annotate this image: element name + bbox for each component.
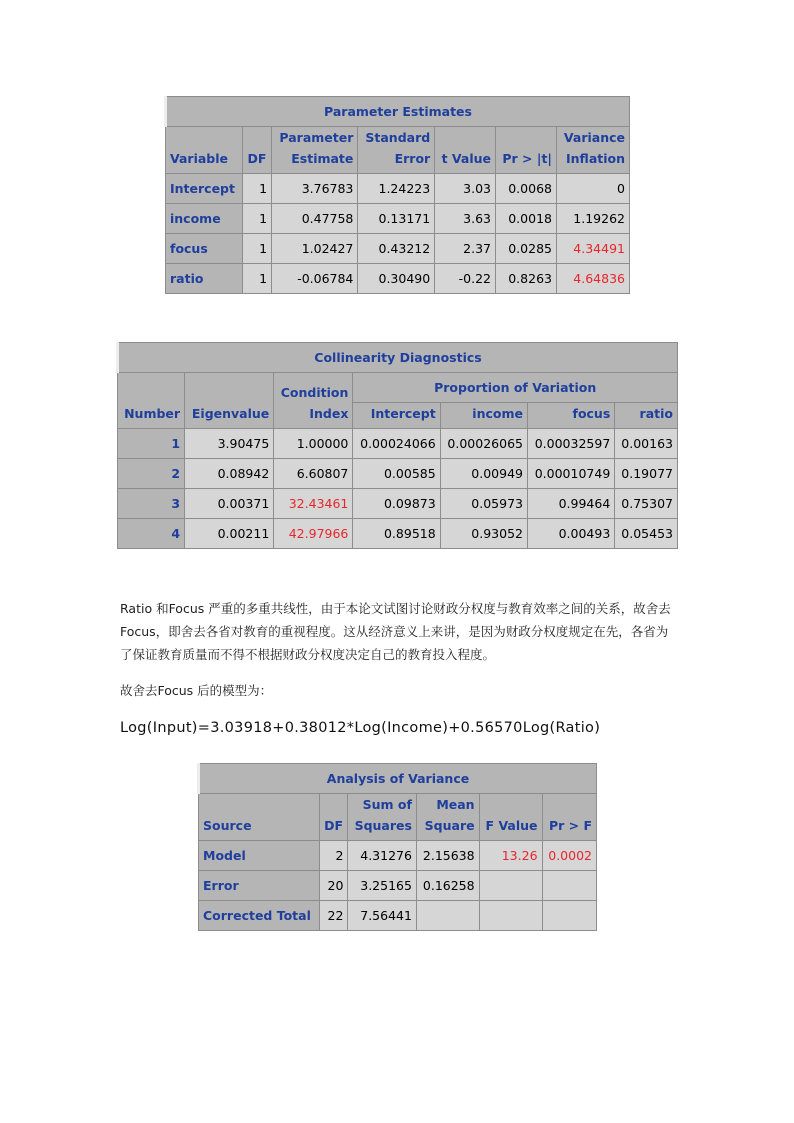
stderr-value: 0.43212 xyxy=(358,234,435,264)
pr-f-value-highlighted: 0.0002 xyxy=(542,841,596,871)
header-mean-square: Mean Square xyxy=(416,794,479,841)
eigenvalue-value: 0.08942 xyxy=(185,459,274,489)
row-number: 4 xyxy=(118,519,185,549)
pr-value: 0.0018 xyxy=(496,204,557,234)
header-pr-f: Pr > F xyxy=(542,794,596,841)
df-value: 1 xyxy=(242,234,271,264)
f-value xyxy=(479,901,542,931)
row-number: 2 xyxy=(118,459,185,489)
intercept-value: 0.89518 xyxy=(353,519,440,549)
paragraph-model-intro: 故舍去Focus 后的模型为： xyxy=(120,683,273,698)
income-value: 0.05973 xyxy=(440,489,527,519)
tvalue-value: 2.37 xyxy=(435,234,496,264)
table-row xyxy=(199,841,597,871)
vif-value: 1.19262 xyxy=(556,204,629,234)
df-value: 22 xyxy=(319,901,348,931)
estimate-value: 3.76783 xyxy=(272,174,358,204)
focus-value: 0.00032597 xyxy=(527,429,614,459)
vif-value-highlighted: 4.34491 xyxy=(556,234,629,264)
header-f-value: F Value xyxy=(479,794,542,841)
header-number: Number xyxy=(118,373,185,429)
ratio-value: 0.00163 xyxy=(615,429,678,459)
model-formula: Log(Input)=3.03918+0.38012*Log(Income)+0.56570Log(Ratio) xyxy=(120,720,601,736)
source-name: Model xyxy=(199,841,320,871)
table-row xyxy=(118,489,678,519)
table-row xyxy=(118,459,678,489)
income-value: 0.00026065 xyxy=(440,429,527,459)
header-sum-of-squares: Sum of Squares xyxy=(348,794,417,841)
f-value xyxy=(479,871,542,901)
table-row xyxy=(166,234,630,264)
header-parameter-estimate: Parameter Estimate xyxy=(272,127,358,174)
stderr-value: 1.24223 xyxy=(358,174,435,204)
table-row xyxy=(166,204,630,234)
header-t-value: t Value xyxy=(435,127,496,174)
sum-of-squares-value: 7.56441 xyxy=(348,901,417,931)
header-intercept: Intercept xyxy=(353,403,440,429)
header-standard-error: Standard Error xyxy=(358,127,435,174)
stderr-value: 0.30490 xyxy=(358,264,435,294)
tvalue-value: -0.22 xyxy=(435,264,496,294)
estimate-value: -0.06784 xyxy=(272,264,358,294)
tvalue-value: 3.03 xyxy=(435,174,496,204)
anova-title: Analysis of Variance xyxy=(199,764,597,794)
sum-of-squares-value: 4.31276 xyxy=(348,841,417,871)
condition-index-value-highlighted: 32.43461 xyxy=(274,489,353,519)
estimate-value: 0.47758 xyxy=(272,204,358,234)
income-value: 0.00949 xyxy=(440,459,527,489)
pr-value: 0.0285 xyxy=(496,234,557,264)
focus-value: 0.00010749 xyxy=(527,459,614,489)
header-df: DF xyxy=(242,127,271,174)
stderr-value: 0.13171 xyxy=(358,204,435,234)
pr-value: 0.0068 xyxy=(496,174,557,204)
mean-square-value: 2.15638 xyxy=(416,841,479,871)
df-value: 2 xyxy=(319,841,348,871)
variable-name: focus xyxy=(166,234,243,264)
table-row xyxy=(166,264,630,294)
table-row xyxy=(199,901,597,931)
condition-index-value: 6.60807 xyxy=(274,459,353,489)
table-row xyxy=(118,519,678,549)
table-row xyxy=(118,429,678,459)
variable-name: income xyxy=(166,204,243,234)
source-name: Error xyxy=(199,871,320,901)
header-proportion-of-variation: Proportion of Variation xyxy=(353,373,678,403)
header-ratio: ratio xyxy=(615,403,678,429)
paragraph-multicollinearity: Ratio 和Focus 严重的多重共线性，由于本论文试图讨论财政分权度与教育效率之间的关系，故舍去Focus，即舍去各省对教育的重视程度。这从经济意义上来讲，是因为财政分权度规定在先，各省为了保证教育质量而不得不根据财政分权度决定自己的教育投入程度。 xyxy=(120,601,671,662)
analysis-of-variance-table xyxy=(197,763,597,931)
df-value: 1 xyxy=(242,204,271,234)
eigenvalue-value: 0.00211 xyxy=(185,519,274,549)
table-row xyxy=(199,871,597,901)
tvalue-value: 3.63 xyxy=(435,204,496,234)
collinearity-title: Collinearity Diagnostics xyxy=(118,343,678,373)
income-value: 0.93052 xyxy=(440,519,527,549)
table-row xyxy=(166,174,630,204)
pr-f-value xyxy=(542,871,596,901)
sum-of-squares-value: 3.25165 xyxy=(348,871,417,901)
row-number: 3 xyxy=(118,489,185,519)
variable-name: ratio xyxy=(166,264,243,294)
condition-index-value-highlighted: 42.97966 xyxy=(274,519,353,549)
focus-value: 0.00493 xyxy=(527,519,614,549)
df-value: 1 xyxy=(242,174,271,204)
parameter-estimates-title: Parameter Estimates xyxy=(166,97,630,127)
parameter-estimates-table xyxy=(164,96,630,294)
vif-value-highlighted: 4.64836 xyxy=(556,264,629,294)
ratio-value: 0.05453 xyxy=(615,519,678,549)
mean-square-value: 0.16258 xyxy=(416,871,479,901)
pr-f-value xyxy=(542,901,596,931)
header-eigenvalue: Eigenvalue xyxy=(185,373,274,429)
variable-name: Intercept xyxy=(166,174,243,204)
header-pr-t: Pr > |t| xyxy=(496,127,557,174)
header-condition-index: Condition Index xyxy=(274,373,353,429)
estimate-value: 1.02427 xyxy=(272,234,358,264)
header-focus: focus xyxy=(527,403,614,429)
ratio-value: 0.75307 xyxy=(615,489,678,519)
focus-value: 0.99464 xyxy=(527,489,614,519)
f-value-highlighted: 13.26 xyxy=(479,841,542,871)
intercept-value: 0.00585 xyxy=(353,459,440,489)
header-income: income xyxy=(440,403,527,429)
header-df: DF xyxy=(319,794,348,841)
header-variable: Variable xyxy=(166,127,243,174)
pr-value: 0.8263 xyxy=(496,264,557,294)
eigenvalue-value: 0.00371 xyxy=(185,489,274,519)
intercept-value: 0.00024066 xyxy=(353,429,440,459)
header-source: Source xyxy=(199,794,320,841)
vif-value: 0 xyxy=(556,174,629,204)
ratio-value: 0.19077 xyxy=(615,459,678,489)
source-name: Corrected Total xyxy=(199,901,320,931)
intercept-value: 0.09873 xyxy=(353,489,440,519)
header-variance-inflation: Variance Inflation xyxy=(556,127,629,174)
eigenvalue-value: 3.90475 xyxy=(185,429,274,459)
row-number: 1 xyxy=(118,429,185,459)
collinearity-diagnostics-table xyxy=(116,342,678,549)
df-value: 20 xyxy=(319,871,348,901)
df-value: 1 xyxy=(242,264,271,294)
mean-square-value xyxy=(416,901,479,931)
condition-index-value: 1.00000 xyxy=(274,429,353,459)
